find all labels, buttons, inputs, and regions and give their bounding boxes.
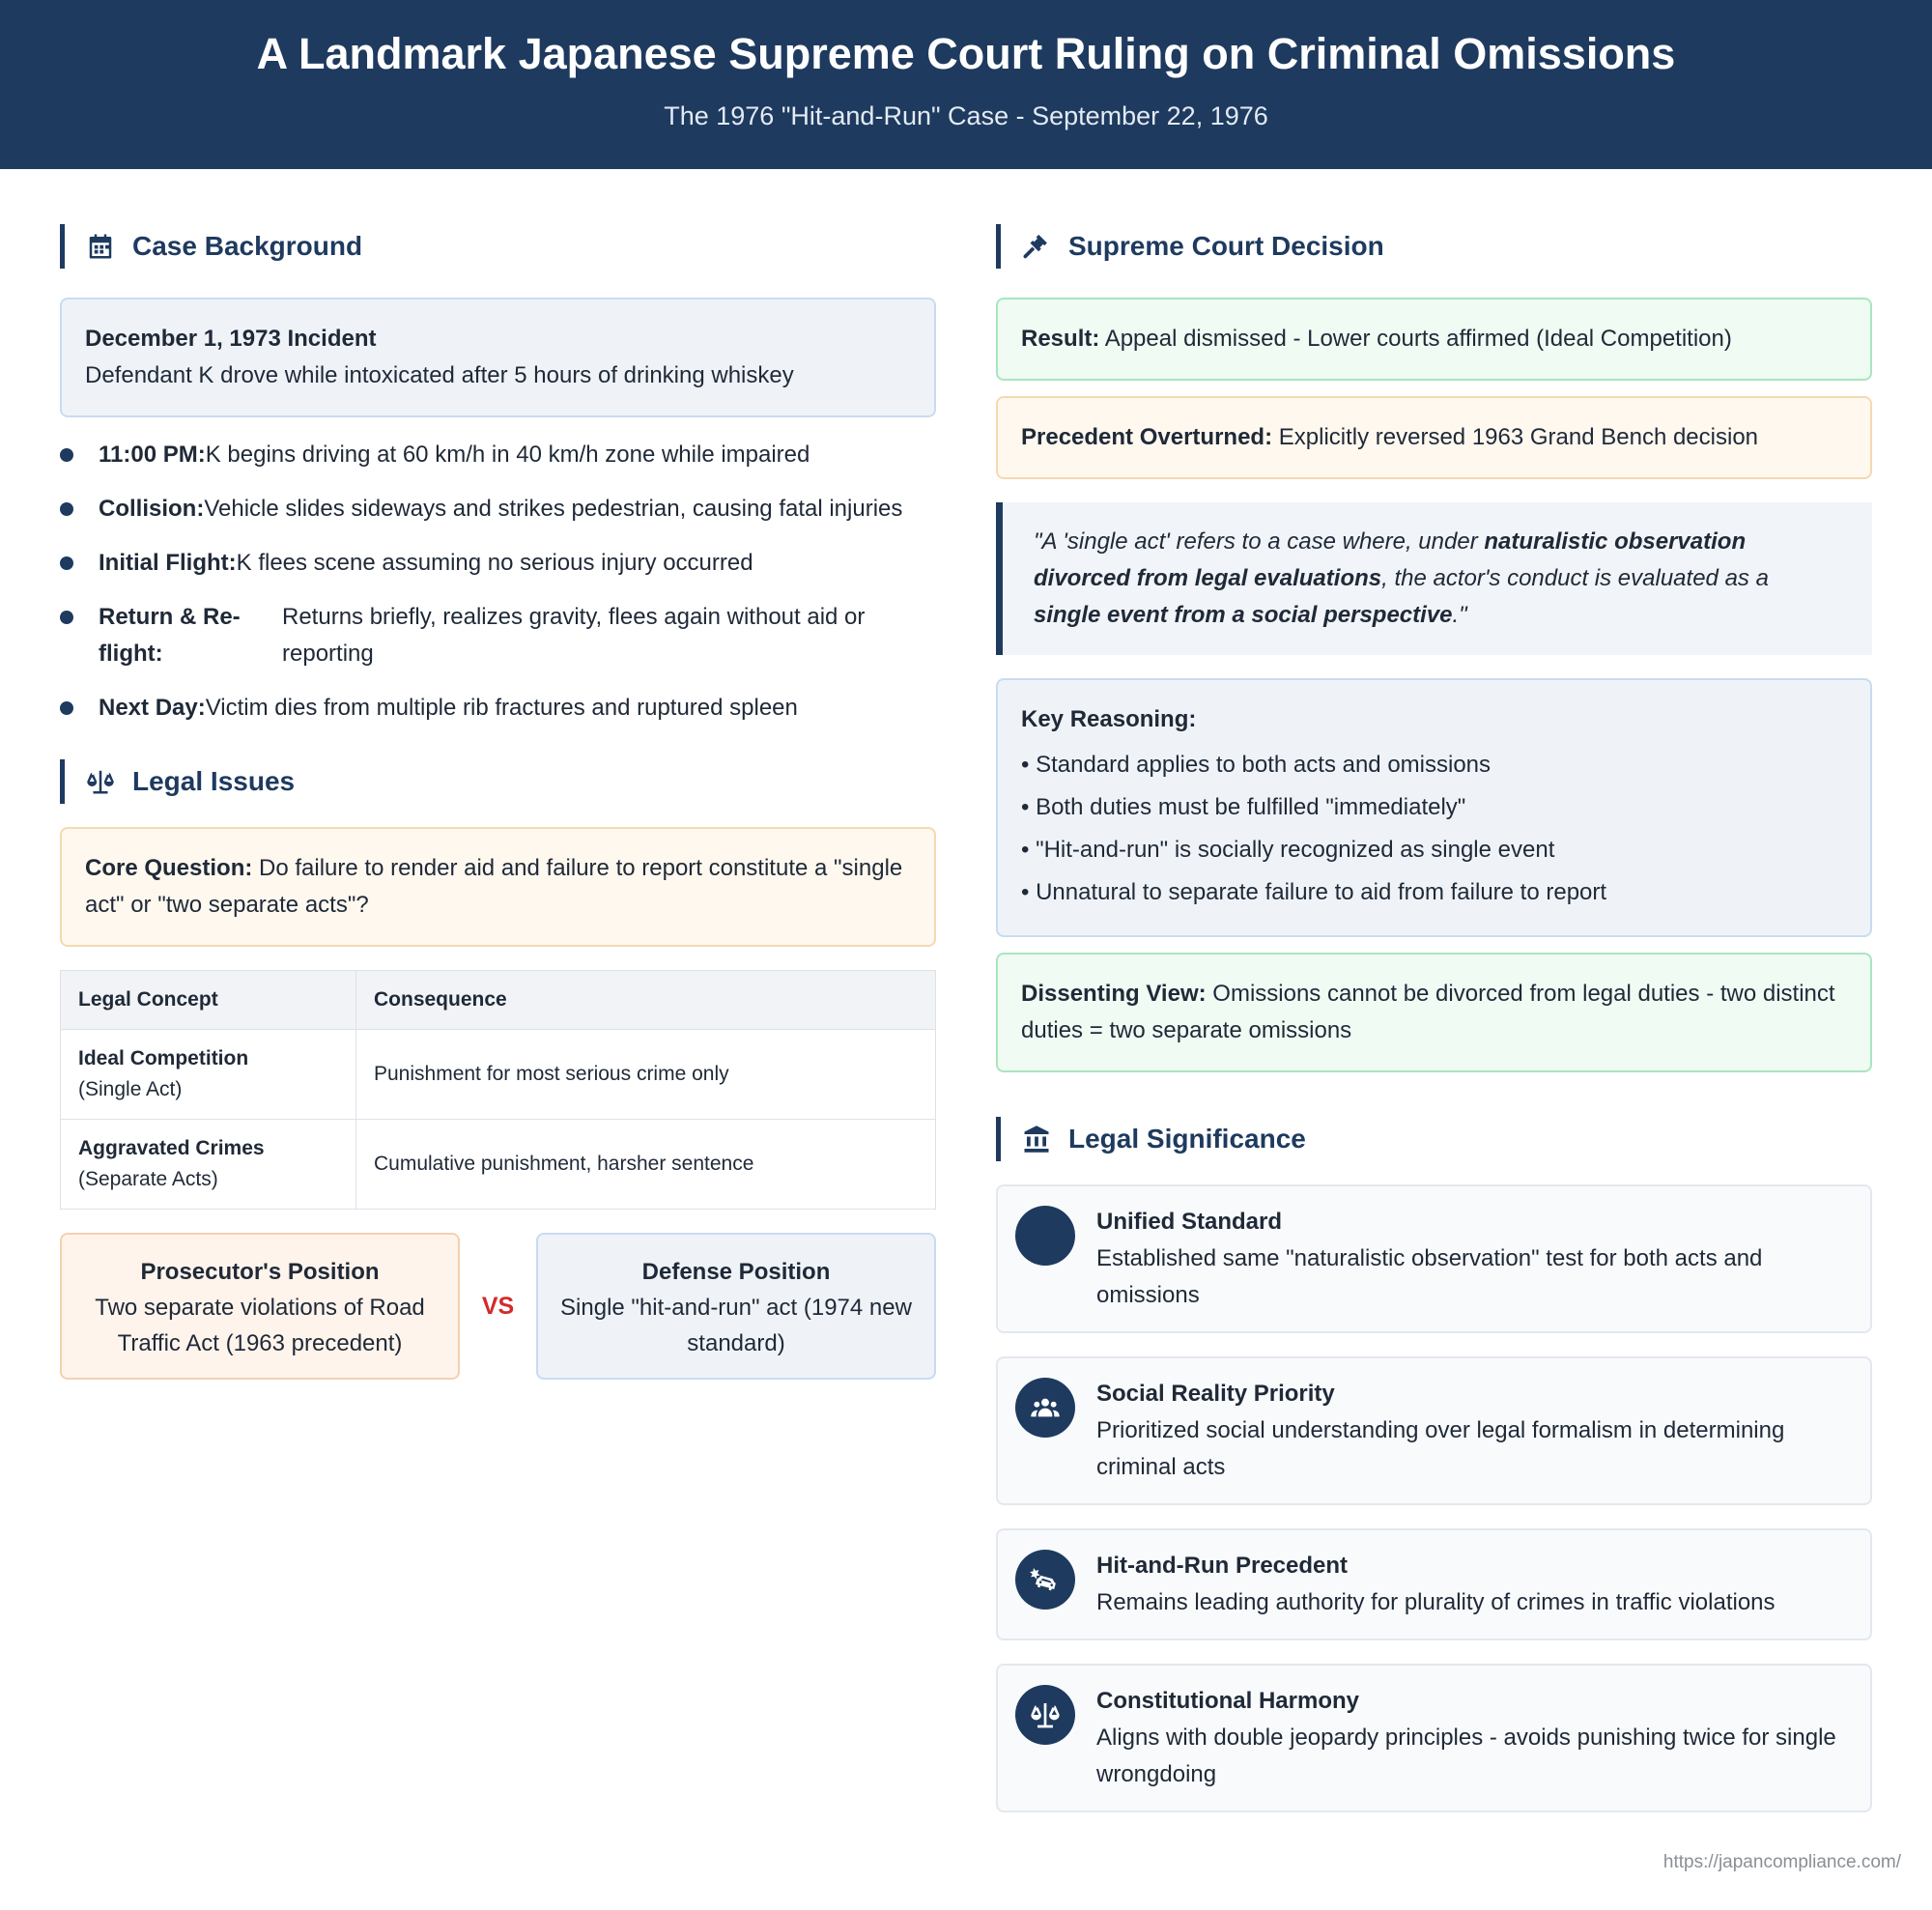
table-cell: [61, 1120, 356, 1210]
case-background-heading: [60, 224, 936, 269]
timeline-term: 11:00 PM:: [99, 442, 206, 468]
scales-icon: [1015, 1685, 1075, 1745]
section-title-text: Case Background: [132, 231, 363, 261]
car-crash-icon: [1015, 1550, 1075, 1610]
core-question-box: [60, 827, 936, 947]
vs-label: VS: [481, 1292, 515, 1320]
significance-text: Aligns with double jeopardy principles - avoids punishing twice for single wrongdoing: [1096, 1725, 1836, 1787]
reasoning-item: • "Hit-and-run" is socially recognized as single event: [1021, 837, 1555, 863]
table-row: [61, 1030, 936, 1120]
table-header: Legal Concept: [61, 971, 356, 1030]
key-reasoning-box: [996, 678, 1872, 937]
concept-note: (Separate Acts): [78, 1168, 218, 1190]
table-header-row: [61, 971, 936, 1030]
concept-name: Aggravated Crimes: [78, 1137, 265, 1159]
landmark-icon: [1022, 1125, 1051, 1154]
timeline-text: Vehicle slides sideways and strikes pedestrian, causing fatal injuries: [204, 496, 903, 522]
scales-icon: [86, 767, 115, 796]
reasoning-item: • Both duties must be fulfilled "immediately": [1021, 794, 1466, 820]
table-header: Consequence: [356, 971, 936, 1030]
section-title-text: Supreme Court Decision: [1068, 231, 1384, 261]
result-text: Appeal dismissed - Lower courts affirmed (Ideal Competition): [1104, 326, 1732, 352]
significance-title: Social Reality Priority: [1096, 1381, 1335, 1407]
result-box: [996, 298, 1872, 381]
calendar-icon: [86, 232, 115, 261]
page-header: [0, 0, 1932, 169]
quote-emphasis: single event from a social perspective: [1034, 602, 1453, 628]
section-title-text: Legal Significance: [1068, 1124, 1306, 1154]
timeline-term: Initial Flight:: [99, 550, 237, 576]
bullet-icon: [60, 556, 73, 570]
right-column: [996, 224, 1872, 1836]
incident-title: December 1, 1973 Incident: [85, 326, 377, 352]
significance-text: Prioritized social understanding over legal formalism in determining criminal acts: [1096, 1417, 1785, 1480]
timeline-term: Return & Re-flight:: [99, 604, 241, 667]
defense-position-card: [536, 1233, 936, 1380]
prosecutor-text: Two separate violations of Road Traffic Act (1963 precedent): [95, 1295, 425, 1356]
timeline-term: Collision:: [99, 496, 205, 522]
timeline-item: [60, 545, 936, 582]
table-cell: Punishment for most serious crime only: [356, 1030, 936, 1120]
timeline: [60, 437, 936, 727]
significance-title: Hit-and-Run Precedent: [1096, 1553, 1349, 1579]
prosecutor-title: Prosecutor's Position: [140, 1259, 380, 1285]
timeline-item: [60, 491, 936, 527]
users-icon: [1015, 1378, 1075, 1438]
timeline-text: Returns briefly, realizes gravity, flees again without aid or reporting: [282, 604, 866, 667]
quote-text: "A 'single act' refers to a case where, under: [1034, 528, 1485, 555]
significance-card: [996, 1184, 1872, 1333]
legal-issues-heading: [60, 759, 936, 804]
reasoning-item: • Standard applies to both acts and omissions: [1021, 752, 1492, 778]
dissent-text: Omissions cannot be divorced from legal duties - two distinct duties = two separate omissions: [1021, 981, 1835, 1043]
defense-title: Defense Position: [641, 1259, 831, 1285]
dissent-box: [996, 953, 1872, 1072]
defense-text: Single "hit-and-run" act (1974 new standard): [560, 1295, 912, 1356]
precedent-box: [996, 396, 1872, 479]
legal-concepts-table: [60, 970, 936, 1210]
decision-heading: [996, 224, 1872, 269]
reasoning-item: • Unnatural to separate failure to aid from failure to report: [1021, 879, 1607, 905]
core-question-label: Core Question:: [85, 855, 253, 881]
page-subtitle: The 1976 "Hit-and-Run" Case - September 22, 1976: [664, 101, 1268, 130]
quote-emphasis: naturalistic observation divorced from legal evaluations: [1034, 528, 1747, 591]
quote-text: .": [1452, 602, 1467, 628]
timeline-item: [60, 690, 936, 727]
core-question-text: Do failure to render aid and failure to report constitute a "single act" or "two separate acts"?: [85, 855, 903, 918]
timeline-text: K flees scene assuming no serious injury occurred: [236, 550, 753, 576]
timeline-term: Next Day:: [99, 695, 206, 721]
significance-card: [996, 1356, 1872, 1505]
table-row: [61, 1120, 936, 1210]
timeline-text: Victim dies from multiple rib fractures and ruptured spleen: [205, 695, 798, 721]
concept-name: Ideal Competition: [78, 1047, 249, 1069]
circle-icon: [1015, 1206, 1075, 1266]
quote-text: , the actor's conduct is evaluated as a: [1381, 565, 1769, 591]
bullet-icon: [60, 502, 73, 516]
bullet-icon: [60, 448, 73, 462]
precedent-label: Precedent Overturned:: [1021, 424, 1273, 450]
significance-title: Constitutional Harmony: [1096, 1688, 1360, 1714]
significance-text: Established same "naturalistic observation" test for both acts and omissions: [1096, 1245, 1763, 1308]
significance-title: Unified Standard: [1096, 1209, 1283, 1235]
bullet-icon: [60, 611, 73, 624]
timeline-item: [60, 599, 936, 672]
gavel-icon: [1022, 232, 1051, 261]
significance-heading: [996, 1117, 1872, 1161]
significance-card: [996, 1664, 1872, 1812]
left-column: [60, 224, 936, 1380]
reasoning-title: Key Reasoning:: [1021, 706, 1197, 732]
section-title-text: Legal Issues: [132, 766, 296, 796]
significance-list: [996, 1184, 1872, 1812]
positions-comparison: [60, 1233, 936, 1380]
bullet-icon: [60, 701, 73, 715]
prosecutor-position-card: [60, 1233, 460, 1380]
table-cell: [61, 1030, 356, 1120]
significance-text: Remains leading authority for plurality of crimes in traffic violations: [1096, 1589, 1776, 1615]
incident-box: [60, 298, 936, 417]
court-quote: [996, 502, 1872, 655]
incident-text: Defendant K drove while intoxicated after 5 hours of drinking whiskey: [85, 362, 794, 388]
table-cell: Cumulative punishment, harsher sentence: [356, 1120, 936, 1210]
timeline-item: [60, 437, 936, 473]
page-title: A Landmark Japanese Supreme Court Ruling on Criminal Omissions: [256, 29, 1676, 78]
concept-note: (Single Act): [78, 1078, 183, 1100]
dissent-label: Dissenting View:: [1021, 981, 1207, 1007]
significance-card: [996, 1528, 1872, 1640]
result-label: Result:: [1021, 326, 1100, 352]
footer-url: https://japancompliance.com/: [1662, 1852, 1901, 1872]
timeline-text: K begins driving at 60 km/h in 40 km/h zone while impaired: [205, 442, 810, 468]
precedent-text: Explicitly reversed 1963 Grand Bench decision: [1278, 424, 1759, 450]
